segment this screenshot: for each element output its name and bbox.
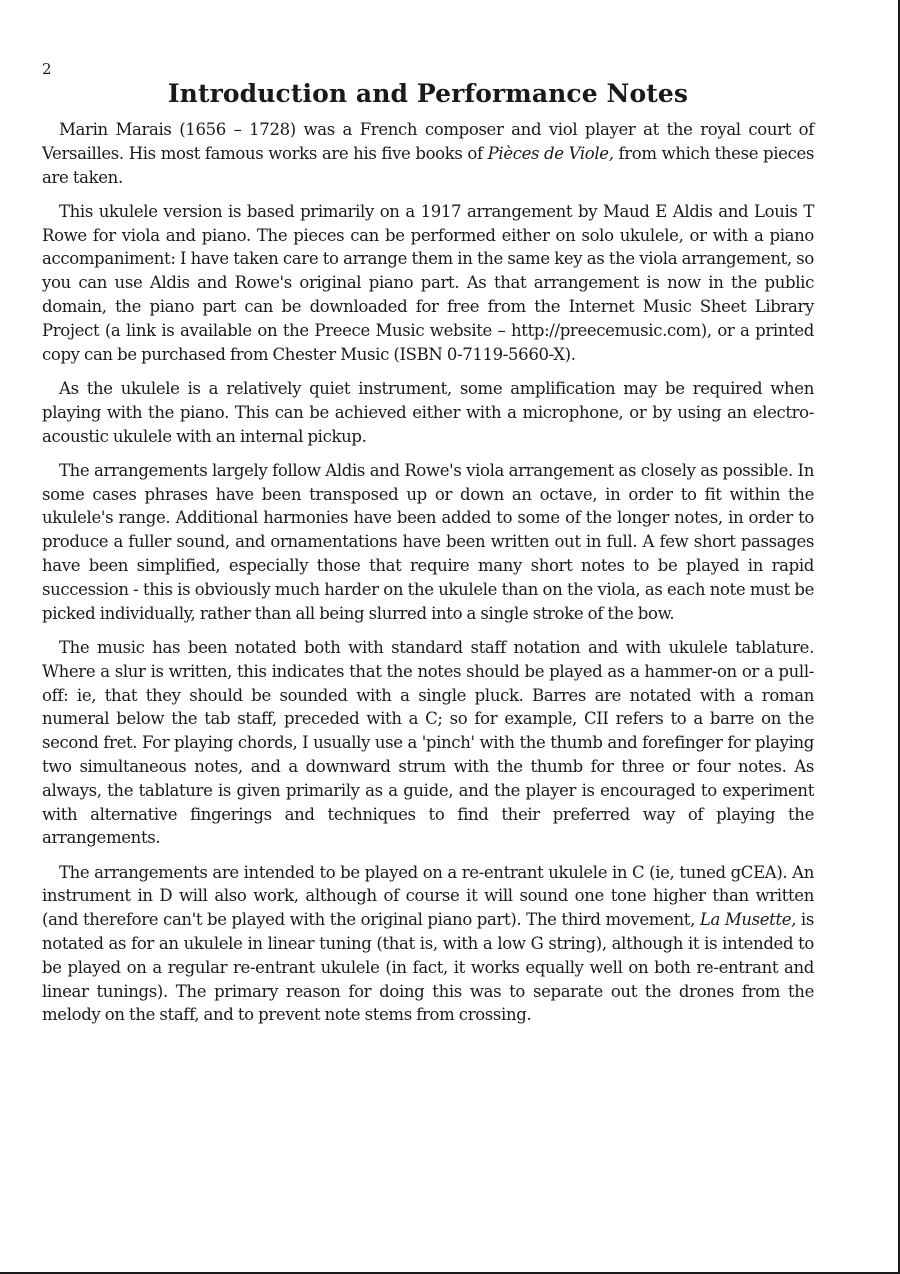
text-segment: is notated as for an ukulele in linear tuning (that is, with a low G string), although it is intended to be played on a regular re-entrant ukulele (in fact, it works equally well on both re-entrant and linear tunings). The primary reason for doing this was to separate out the drones from the melody on the staff, and to prevent note stems from crossing.	[42, 910, 814, 1025]
text-segment: The music has been notated both with standard staff notation and with ukulele tablature. Where a slur is written, this indicates that the notes should be played as a hammer-on or a pull-off: ie, that they should be sounded with a single pluck. Barres are notated with a roman numeral below the tab staff, preceded with a C; so for example, CII refers to a barre on the second fret. For playing chords, I usually use a 'pinch' with the thumb and forefinger for playing two simultaneous notes, and a downward strum with the thumb for three or four notes. As always, the tablature is given primarily as a guide, and the player is encouraged to experiment with alternative fingerings and techniques to find their preferred way of playing the arrangements.	[42, 637, 814, 848]
text-segment: This ukulele version is based primarily on a 1917 arrangement by Maud E Aldis and Louis T Rowe for viola and piano. The pieces can be performed either on solo ukulele, or with a piano accompaniment: I have taken care to arrange them in the same key as the viola arrangement, so you can use Aldis and Rowe's original piano part. As that arrangement is now in the public domain, the piano part can be downloaded for free from the Internet Music Sheet Library Project (a link is available on the Preece Music website – http://preecemusic.com), or a printed copy can be purchased from Chester Music (ISBN 0-7119-5660-X).	[42, 201, 814, 364]
text-segment-italic: Pièces de Viole,	[487, 143, 614, 163]
text-segment-italic: La Musette,	[699, 910, 797, 930]
paragraph-notation	[42, 636, 814, 850]
text-segment: As the ukulele is a relatively quiet instrument, some amplification may be required when playing with the piano. This can be achieved either with a microphone, or by using an electro-acoustic ukulele with an internal pickup.	[42, 378, 814, 446]
text-segment: Marin Marais (1656 – 1728) was a French composer and viol player at the royal court of Versailles. His most famous works are his five books of	[42, 120, 814, 163]
page-number: 2	[42, 60, 52, 78]
text-segment: The arrangements largely follow Aldis and Rowe's viola arrangement as closely as possible. In some cases phrases have been transposed up or down an octave, in order to fit within the ukulele's range. Additional harmonies have been added to some of the longer notes, in order to produce a fuller sound, and ornamentations have been written out in full. A few short passages have been simplified, especially those that require many short notes to be played in rapid succession - this is obviously much harder on the ukulele than on the viola, as each note must be picked individually, rather than all being slurred into a single stroke of the bow.	[42, 460, 814, 623]
paragraph-intro	[42, 118, 814, 189]
paragraph-tuning	[42, 861, 814, 1028]
paragraph-arrangement-source	[42, 200, 814, 367]
text-segment: from which these pieces are taken.	[42, 143, 814, 187]
paragraph-amplification	[42, 377, 814, 448]
text-segment: The arrangements are intended to be played on a re-entrant ukulele in C (ie, tuned gCEA). An instrument in D will also work, although of course it will sound one tone higher than written (and therefore can't be played with the original piano part). The third movement,	[42, 862, 814, 930]
body-text	[42, 118, 814, 1038]
paragraph-arrangements	[42, 459, 814, 626]
page-title: Introduction and Performance Notes	[167, 79, 689, 108]
